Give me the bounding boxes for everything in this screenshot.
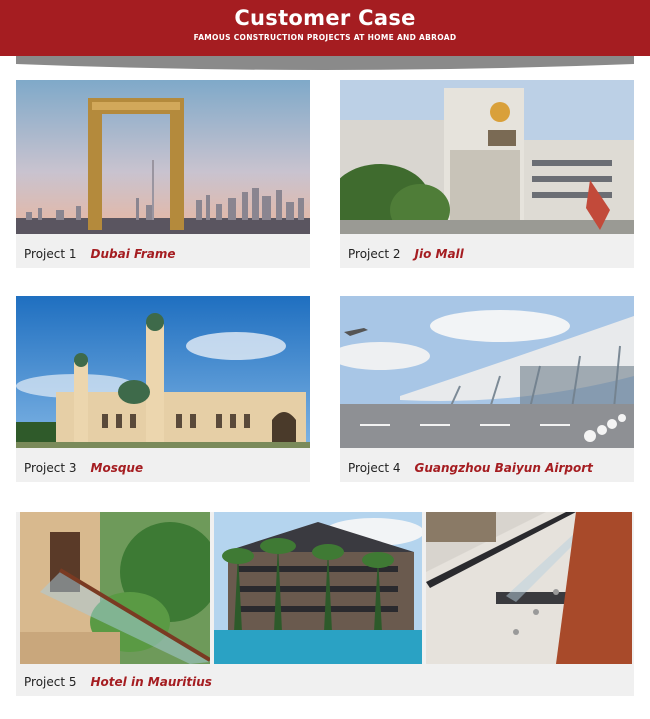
project-number: Project 3	[24, 461, 77, 475]
project-image-hotel-glass-railing	[426, 512, 632, 664]
project-name[interactable]: Jio Mall	[414, 247, 464, 261]
project-caption-4	[348, 461, 593, 475]
project-card-1[interactable]	[16, 80, 310, 268]
project-number: Project 2	[348, 247, 401, 261]
project-number: Project 4	[348, 461, 401, 475]
page-subtitle: FAMOUS CONSTRUCTION PROJECTS AT HOME AND ABROAD	[193, 33, 457, 42]
project-image-guangzhou-airport	[340, 296, 634, 448]
page-title: Customer Case	[234, 6, 416, 30]
project-card-5[interactable]	[16, 512, 634, 696]
project-caption-5	[24, 675, 212, 689]
project-name[interactable]: Mosque	[90, 461, 144, 475]
header-banner	[0, 0, 650, 56]
project-number: Project 5	[24, 675, 77, 689]
project-image-jio-mall	[340, 80, 634, 234]
project-card-3[interactable]	[16, 296, 310, 482]
project-caption-1	[24, 247, 176, 261]
project-image-dubai-frame	[16, 80, 310, 234]
project-card-4[interactable]	[340, 296, 634, 482]
project-image-hotel-pool	[214, 512, 422, 664]
project-caption-2	[348, 247, 464, 261]
project-caption-3	[24, 461, 143, 475]
project-image-hotel-balcony	[20, 512, 210, 664]
header-swoosh	[0, 54, 650, 74]
project-name[interactable]: Dubai Frame	[90, 247, 176, 261]
project-card-2[interactable]	[340, 80, 634, 268]
project-number: Project 1	[24, 247, 77, 261]
project-image-mosque	[16, 296, 310, 448]
project-name[interactable]: Guangzhou Baiyun Airport	[414, 461, 593, 475]
project-name[interactable]: Hotel in Mauritius	[90, 675, 212, 689]
